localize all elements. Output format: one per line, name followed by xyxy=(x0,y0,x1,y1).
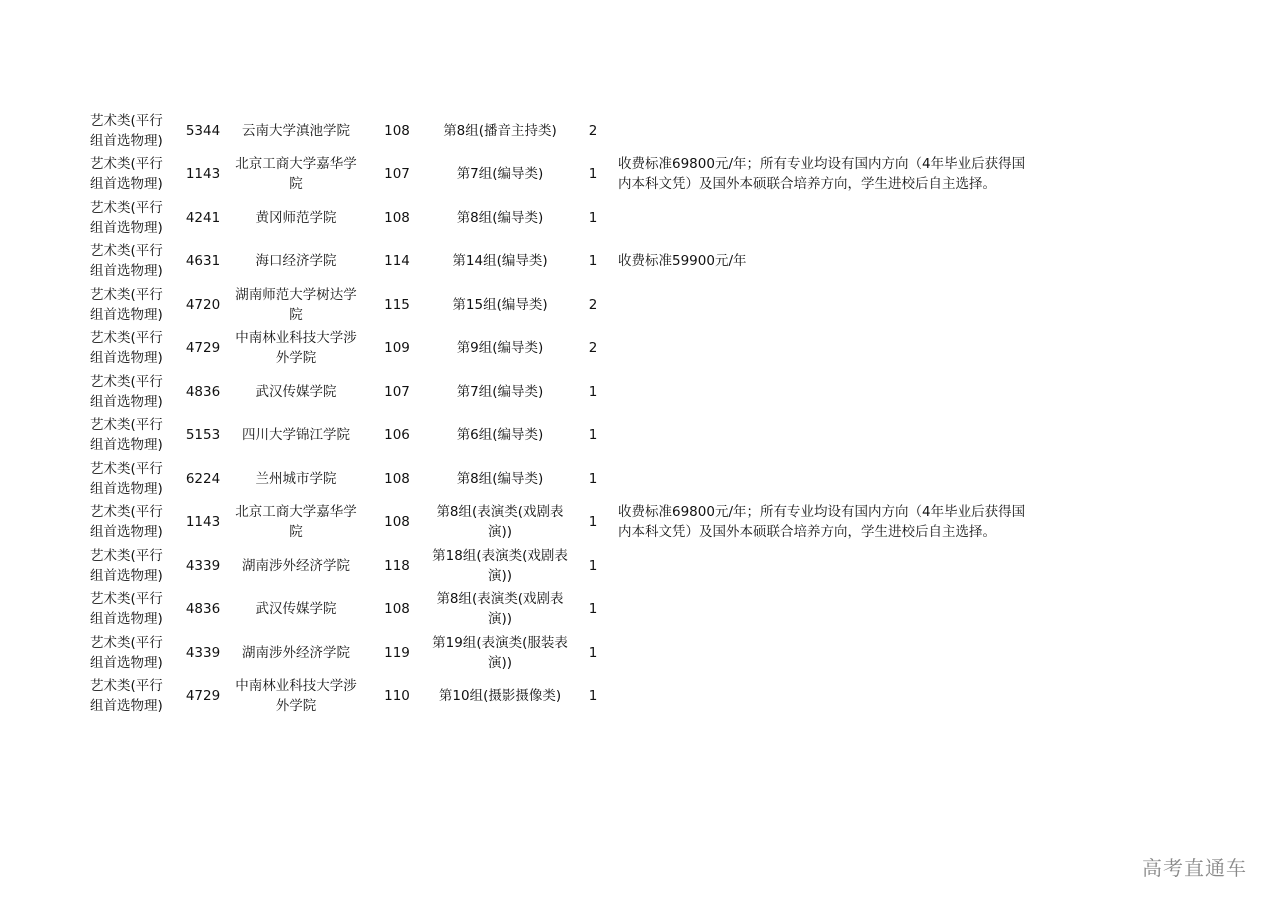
note-cell xyxy=(618,153,1028,197)
note-cell-text: 收费标准59900元/年 xyxy=(618,253,747,270)
table-row xyxy=(86,588,1086,632)
category-cell xyxy=(90,196,174,240)
school-cell xyxy=(234,588,358,632)
category-cell-text: 艺术类(平行组首选物理) xyxy=(90,678,163,715)
group-cell xyxy=(376,153,418,197)
category-cell-text: 艺术类(平行组首选物理) xyxy=(90,330,163,367)
table-row xyxy=(86,501,1086,545)
code-cell xyxy=(178,109,228,153)
major-cell-text: 第7组(编导类) xyxy=(456,383,544,400)
code-cell-text: 4729 xyxy=(185,688,221,705)
code-cell xyxy=(178,675,228,719)
table-row xyxy=(86,240,1086,284)
count-cell xyxy=(578,283,608,327)
category-cell xyxy=(90,675,174,719)
category-cell xyxy=(90,457,174,501)
code-cell-text: 1143 xyxy=(185,166,221,183)
major-cell xyxy=(432,675,568,719)
category-cell-text: 艺术类(平行组首选物理) xyxy=(90,286,163,323)
code-cell xyxy=(178,414,228,458)
school-cell xyxy=(234,501,358,545)
major-cell-text: 第19组(表演类(服装表演)) xyxy=(432,634,568,671)
category-cell xyxy=(90,153,174,197)
group-cell-text: 118 xyxy=(384,557,410,574)
group-cell-text: 106 xyxy=(384,427,410,444)
count-cell-text: 1 xyxy=(588,644,598,661)
major-cell xyxy=(432,196,568,240)
count-cell xyxy=(578,370,608,414)
code-cell xyxy=(178,544,228,588)
note-cell xyxy=(618,283,1028,327)
note-cell-text: 收费标准69800元/年；所有专业均设有国内方向（4年毕业后获得国内本科文凭）及国外本硕联合培养方向，学生进校后自主选择。 xyxy=(618,156,1026,193)
group-cell-text: 115 xyxy=(384,296,410,313)
count-cell xyxy=(578,501,608,545)
category-cell-text: 艺术类(平行组首选物理) xyxy=(90,460,163,497)
code-cell-text: 4729 xyxy=(185,340,221,357)
note-cell xyxy=(618,109,1028,153)
school-cell-text: 云南大学滇池学院 xyxy=(242,122,350,139)
category-cell xyxy=(90,501,174,545)
category-cell-text: 艺术类(平行组首选物理) xyxy=(90,417,163,454)
count-cell xyxy=(578,414,608,458)
count-cell-text: 2 xyxy=(588,340,598,357)
code-cell-text: 4339 xyxy=(185,644,221,661)
count-cell xyxy=(578,588,608,632)
count-cell-text: 2 xyxy=(588,122,598,139)
count-cell-text: 1 xyxy=(588,470,598,487)
school-cell xyxy=(234,414,358,458)
category-cell xyxy=(90,544,174,588)
note-cell xyxy=(618,588,1028,632)
group-cell-text: 108 xyxy=(384,601,410,618)
category-cell xyxy=(90,327,174,371)
count-cell xyxy=(578,240,608,284)
school-cell-text: 武汉传媒学院 xyxy=(255,383,337,400)
code-cell-text: 5153 xyxy=(185,427,221,444)
major-cell-text: 第10组(摄影摄像类) xyxy=(438,688,562,705)
school-cell-text: 湖南师范大学树达学院 xyxy=(235,286,357,323)
major-cell xyxy=(432,153,568,197)
major-cell xyxy=(432,414,568,458)
school-cell-text: 四川大学锦江学院 xyxy=(242,427,350,444)
school-cell-text: 兰州城市学院 xyxy=(255,470,337,487)
major-cell-text: 第7组(编导类) xyxy=(456,166,544,183)
note-cell-text: 收费标准69800元/年；所有专业均设有国内方向（4年毕业后获得国内本科文凭）及国外本硕联合培养方向，学生进校后自主选择。 xyxy=(618,504,1026,541)
major-cell-text: 第8组(播音主持类) xyxy=(443,122,557,139)
count-cell xyxy=(578,631,608,675)
code-cell-text: 5344 xyxy=(185,122,221,139)
code-cell-text: 4836 xyxy=(185,383,221,400)
note-cell xyxy=(618,501,1028,545)
major-cell-text: 第9组(编导类) xyxy=(456,340,544,357)
major-cell xyxy=(432,631,568,675)
group-cell-text: 107 xyxy=(384,166,410,183)
school-cell xyxy=(234,370,358,414)
note-cell xyxy=(618,544,1028,588)
category-cell-text: 艺术类(平行组首选物理) xyxy=(90,504,163,541)
group-cell xyxy=(376,675,418,719)
note-cell xyxy=(618,631,1028,675)
category-cell xyxy=(90,414,174,458)
major-cell-text: 第6组(编导类) xyxy=(456,427,544,444)
group-cell-text: 114 xyxy=(384,253,410,270)
table-row xyxy=(86,457,1086,501)
note-cell xyxy=(618,240,1028,284)
school-cell-text: 北京工商大学嘉华学院 xyxy=(235,156,357,193)
group-cell-text: 108 xyxy=(384,122,410,139)
category-cell-text: 艺术类(平行组首选物理) xyxy=(90,634,163,671)
group-cell xyxy=(376,501,418,545)
major-cell-text: 第8组(表演类(戏剧表演)) xyxy=(436,504,564,541)
category-cell-text: 艺术类(平行组首选物理) xyxy=(90,373,163,410)
table-row xyxy=(86,544,1086,588)
admission-plan-table xyxy=(86,109,1086,718)
school-cell xyxy=(234,283,358,327)
school-cell-text: 中南林业科技大学涉外学院 xyxy=(235,330,357,367)
group-cell-text: 110 xyxy=(384,688,410,705)
note-cell xyxy=(618,370,1028,414)
group-cell-text: 119 xyxy=(384,644,410,661)
group-cell xyxy=(376,283,418,327)
group-cell xyxy=(376,588,418,632)
group-cell xyxy=(376,240,418,284)
school-cell xyxy=(234,109,358,153)
school-cell xyxy=(234,153,358,197)
code-cell xyxy=(178,283,228,327)
table-row xyxy=(86,327,1086,371)
group-cell xyxy=(376,370,418,414)
school-cell xyxy=(234,327,358,371)
note-cell xyxy=(618,196,1028,240)
category-cell xyxy=(90,631,174,675)
major-cell xyxy=(432,283,568,327)
watermark: 高考直通车 xyxy=(1142,856,1247,880)
count-cell xyxy=(578,544,608,588)
table-row xyxy=(86,631,1086,675)
group-cell-text: 108 xyxy=(384,470,410,487)
school-cell-text: 湖南涉外经济学院 xyxy=(242,557,350,574)
major-cell xyxy=(432,457,568,501)
code-cell xyxy=(178,370,228,414)
school-cell-text: 北京工商大学嘉华学院 xyxy=(235,504,357,541)
school-cell xyxy=(234,457,358,501)
category-cell-text: 艺术类(平行组首选物理) xyxy=(90,112,163,149)
major-cell-text: 第14组(编导类) xyxy=(452,253,548,270)
table-row xyxy=(86,196,1086,240)
table-row xyxy=(86,675,1086,719)
count-cell-text: 1 xyxy=(588,688,598,705)
school-cell-text: 湖南涉外经济学院 xyxy=(242,644,350,661)
school-cell-text: 黄冈师范学院 xyxy=(255,209,337,226)
count-cell-text: 1 xyxy=(588,383,598,400)
major-cell xyxy=(432,327,568,371)
category-cell xyxy=(90,588,174,632)
count-cell-text: 1 xyxy=(588,209,598,226)
category-cell-text: 艺术类(平行组首选物理) xyxy=(90,199,163,236)
code-cell xyxy=(178,457,228,501)
major-cell-text: 第8组(表演类(戏剧表演)) xyxy=(436,591,564,628)
group-cell xyxy=(376,196,418,240)
major-cell xyxy=(432,109,568,153)
count-cell-text: 1 xyxy=(588,253,598,270)
category-cell xyxy=(90,109,174,153)
count-cell-text: 1 xyxy=(588,166,598,183)
code-cell xyxy=(178,631,228,675)
category-cell-text: 艺术类(平行组首选物理) xyxy=(90,591,163,628)
group-cell xyxy=(376,631,418,675)
group-cell xyxy=(376,457,418,501)
major-cell-text: 第15组(编导类) xyxy=(452,296,548,313)
code-cell-text: 4720 xyxy=(185,296,221,313)
major-cell xyxy=(432,370,568,414)
count-cell xyxy=(578,675,608,719)
table-row xyxy=(86,414,1086,458)
school-cell xyxy=(234,544,358,588)
major-cell xyxy=(432,240,568,284)
group-cell-text: 109 xyxy=(384,340,410,357)
table-row xyxy=(86,370,1086,414)
major-cell-text: 第8组(编导类) xyxy=(456,209,544,226)
category-cell-text: 艺术类(平行组首选物理) xyxy=(90,547,163,584)
school-cell xyxy=(234,675,358,719)
count-cell xyxy=(578,153,608,197)
table-row xyxy=(86,283,1086,327)
code-cell-text: 4631 xyxy=(185,253,221,270)
code-cell-text: 6224 xyxy=(185,470,221,487)
note-cell xyxy=(618,675,1028,719)
count-cell xyxy=(578,457,608,501)
major-cell-text: 第8组(编导类) xyxy=(456,470,544,487)
category-cell xyxy=(90,240,174,284)
group-cell xyxy=(376,109,418,153)
category-cell xyxy=(90,370,174,414)
note-cell xyxy=(618,414,1028,458)
code-cell-text: 4836 xyxy=(185,601,221,618)
count-cell-text: 1 xyxy=(588,601,598,618)
group-cell-text: 108 xyxy=(384,209,410,226)
note-cell xyxy=(618,457,1028,501)
code-cell xyxy=(178,501,228,545)
category-cell-text: 艺术类(平行组首选物理) xyxy=(90,243,163,280)
school-cell-text: 武汉传媒学院 xyxy=(255,601,337,618)
school-cell-text: 海口经济学院 xyxy=(255,253,337,270)
group-cell-text: 107 xyxy=(384,383,410,400)
major-cell xyxy=(432,588,568,632)
count-cell xyxy=(578,109,608,153)
major-cell xyxy=(432,501,568,545)
code-cell xyxy=(178,196,228,240)
code-cell-text: 1143 xyxy=(185,514,221,531)
count-cell-text: 1 xyxy=(588,427,598,444)
count-cell xyxy=(578,327,608,371)
code-cell-text: 4339 xyxy=(185,557,221,574)
count-cell-text: 1 xyxy=(588,514,598,531)
category-cell-text: 艺术类(平行组首选物理) xyxy=(90,156,163,193)
group-cell xyxy=(376,414,418,458)
count-cell-text: 1 xyxy=(588,557,598,574)
code-cell xyxy=(178,588,228,632)
category-cell xyxy=(90,283,174,327)
group-cell-text: 108 xyxy=(384,514,410,531)
group-cell xyxy=(376,327,418,371)
count-cell xyxy=(578,196,608,240)
school-cell xyxy=(234,631,358,675)
code-cell xyxy=(178,240,228,284)
school-cell-text: 中南林业科技大学涉外学院 xyxy=(235,678,357,715)
school-cell xyxy=(234,240,358,284)
school-cell xyxy=(234,196,358,240)
group-cell xyxy=(376,544,418,588)
table-row xyxy=(86,153,1086,197)
code-cell xyxy=(178,153,228,197)
code-cell-text: 4241 xyxy=(185,209,221,226)
code-cell xyxy=(178,327,228,371)
major-cell-text: 第18组(表演类(戏剧表演)) xyxy=(432,547,568,584)
major-cell xyxy=(432,544,568,588)
note-cell xyxy=(618,327,1028,371)
count-cell-text: 2 xyxy=(588,296,598,313)
table-row xyxy=(86,109,1086,153)
